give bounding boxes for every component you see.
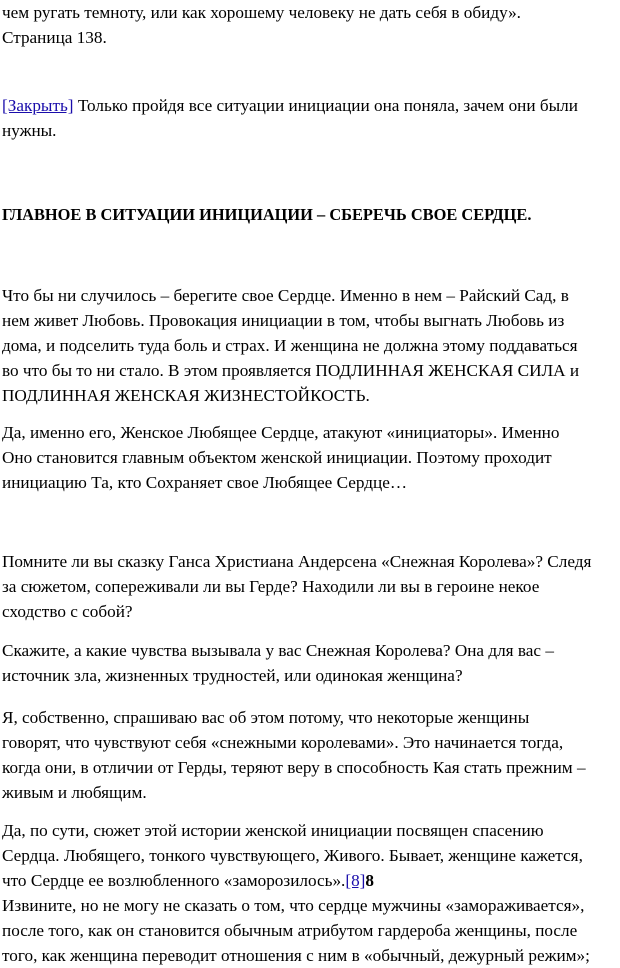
paragraph xyxy=(2,818,616,968)
paragraph-line: Сердца. Любящего, тонкого чувствующего, Живого. Бывает, женщине кажется, xyxy=(2,846,583,865)
paragraph-line: Помните ли вы сказку Ганса Христиана Андерсена «Снежная Королева»? Следя xyxy=(2,552,592,571)
footnote-note-line xyxy=(2,93,616,118)
section-heading: ГЛАВНОЕ В СИТУАЦИИ ИНИЦИАЦИИ – СБЕРЕЧЬ СВОЕ СЕРДЦЕ. xyxy=(2,205,532,224)
paragraph xyxy=(2,705,616,805)
paragraph-line: дома, и подселить туда боль и страх. И женщина не должна этому поддаваться xyxy=(2,336,578,355)
page-reference: Страница 138. xyxy=(2,28,107,47)
paragraph xyxy=(2,283,616,408)
paragraph-line: сходство с собой? xyxy=(2,602,133,621)
paragraph xyxy=(2,549,616,624)
footnote-note-text: Только пройдя все ситуации инициации она поняла, зачем они были xyxy=(73,96,578,115)
footnote-number: 8 xyxy=(365,871,374,890)
paragraph-line: нем живет Любовь. Провокация инициации в том, чтобы выгнать Любовь из xyxy=(2,311,565,330)
close-link[interactable]: [Закрыть] xyxy=(2,96,74,115)
paragraph-line: Скажите, а какие чувства вызывала у вас Снежная Королева? Она для вас – xyxy=(2,641,554,660)
paragraph-line: во что бы то ни стало. В этом проявляется ПОДЛИННАЯ ЖЕНСКАЯ СИЛА и xyxy=(2,361,580,380)
paragraph-line: Я, собственно, спрашиваю вас об этом потому, что некоторые женщины xyxy=(2,708,530,727)
paragraph xyxy=(2,420,616,495)
footnote-link[interactable]: [8] xyxy=(345,871,366,890)
paragraph xyxy=(2,638,616,688)
paragraph-line: инициацию Та, кто Сохраняет свое Любящее Сердце… xyxy=(2,473,408,492)
paragraph-line: Да, по сути, сюжет этой истории женской инициации посвящен спасению xyxy=(2,821,544,840)
paragraph-line: источник зла, жизненных трудностей, или одинокая женщина? xyxy=(2,666,463,685)
paragraph-line: говорят, что чувствуют себя «снежными королевами». Это начинается тогда, xyxy=(2,733,564,752)
paragraph-line: за сюжетом, сопереживали ли вы Герде? Находили ли вы в героине некое xyxy=(2,577,540,596)
intro-text xyxy=(2,0,616,50)
paragraph-line: когда они, в отличии от Герды, теряют веру в способность Кая стать прежним – xyxy=(2,758,586,777)
footnote-note-line: нужны. xyxy=(2,121,57,140)
paragraph-line: Извините, но не могу не сказать о том, что сердце мужчины «замораживается», xyxy=(2,896,585,915)
paragraph-line: Да, именно его, Женское Любящее Сердце, атакуют «инициаторы». Именно xyxy=(2,423,560,442)
paragraph-text: что Сердце ее возлюбленного «заморозилось». xyxy=(2,871,346,890)
paragraph-line: того, как женщина переводит отношения с ним в «обычный, дежурный режим»; xyxy=(2,946,590,965)
paragraph-line: Что бы ни случилось – берегите свое Сердце. Именно в нем – Райский Сад, в xyxy=(2,286,569,305)
paragraph-line: ПОДЛИННАЯ ЖЕНСКАЯ ЖИЗНЕСТОЙКОСТЬ. xyxy=(2,386,370,405)
paragraph-line: Оно становится главным объектом женской инициации. Поэтому проходит xyxy=(2,448,552,467)
paragraph-line: после того, как он становится обычным атрибутом гардероба женщины, после xyxy=(2,921,578,940)
paragraph-line xyxy=(2,868,616,893)
intro-line: чем ругать темноту, или как хорошему человеку не дать себя в обиду». xyxy=(2,3,521,22)
footnote-note xyxy=(2,93,616,143)
paragraph-line: живым и любящим. xyxy=(2,783,147,802)
